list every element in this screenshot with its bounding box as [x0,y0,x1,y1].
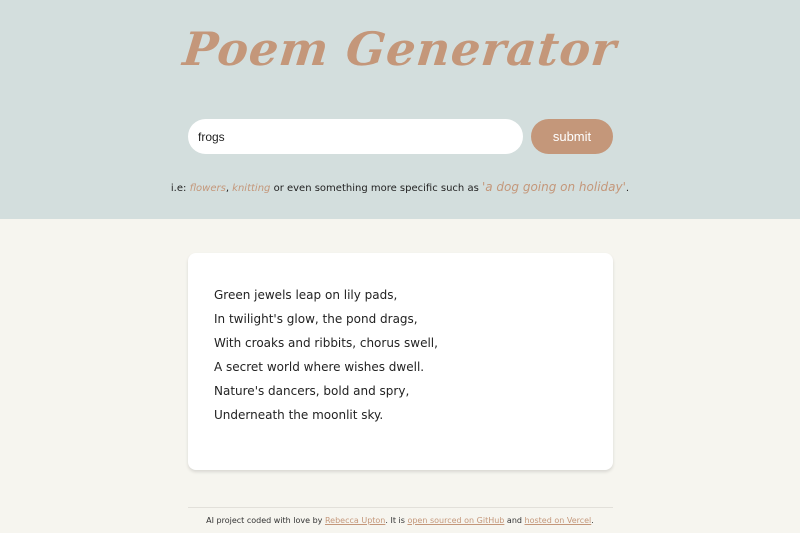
footer-divider [188,507,613,508]
poem-line: Green jewels leap on lily pads, [214,288,398,302]
page-title: Poem Generator [180,22,620,76]
poem-line: With croaks and ribbits, chorus swell, [214,336,438,350]
submit-button[interactable]: submit [531,119,613,154]
poem-line: Nature's dancers, bold and spry, [214,384,410,398]
poem-line: Underneath the moonlit sky. [214,408,384,422]
hint-text [0,180,800,194]
github-link[interactable]: open sourced on GitHub [407,516,505,525]
topic-input[interactable] [188,119,523,154]
author-link[interactable]: Rebecca Upton [324,516,386,525]
footer-text: AI project coded with love by [206,516,325,525]
search-form [188,119,613,154]
vercel-link[interactable]: hosted on Vercel [524,516,592,525]
header [0,0,800,219]
hint-middle: or even something more specific such as [270,183,482,194]
poem-card [188,253,613,470]
hint-separator: , [225,183,233,194]
hint-example-flowers: flowers [189,183,226,194]
hint-suffix: . [625,183,630,194]
footer-text: . It is [385,516,408,525]
poem-line: A secret world where wishes dwell. [214,360,425,374]
poem-line: In twilight's glow, the pond drags, [214,312,418,326]
footer-text: . [591,516,594,525]
footer-text: and [504,516,525,525]
hint-prefix: i.e: [170,183,190,194]
hint-example-knitting: knitting [232,183,271,194]
footer [0,516,800,525]
hint-example-holiday: 'a dog going on holiday' [481,180,626,194]
